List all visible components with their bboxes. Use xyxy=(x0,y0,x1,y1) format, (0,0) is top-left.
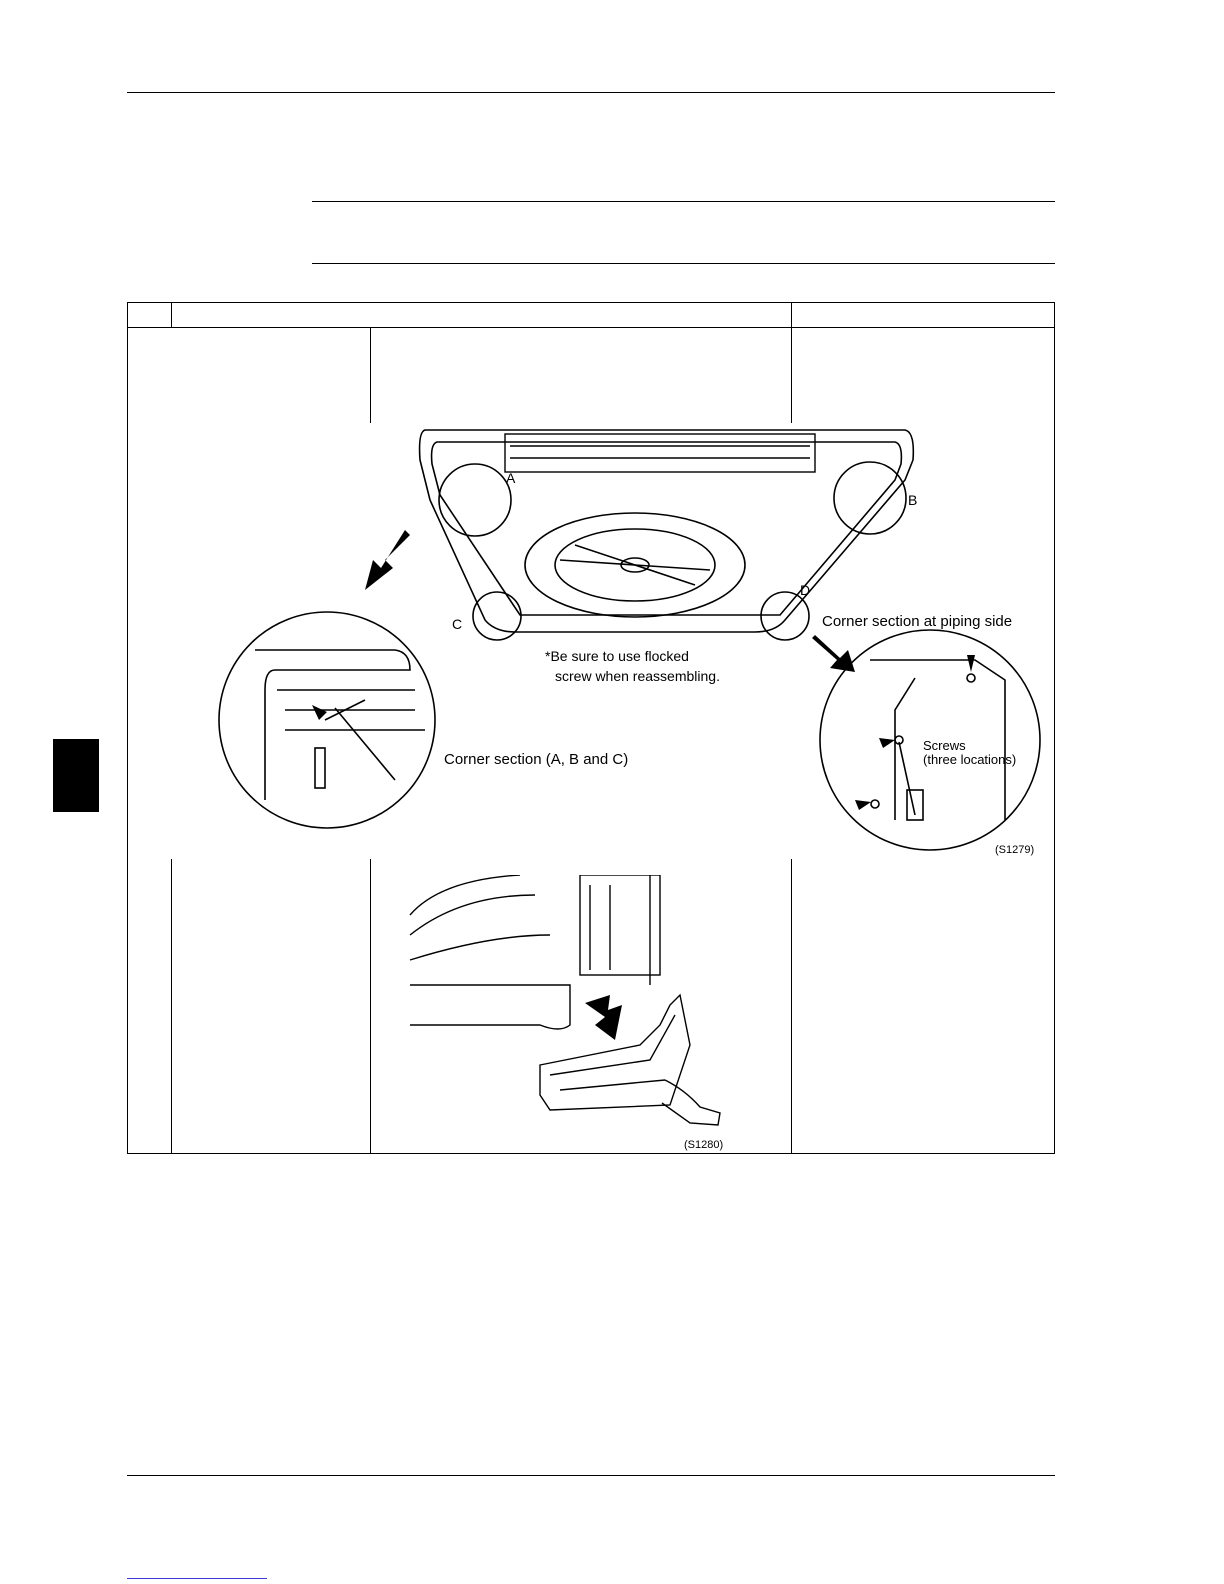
panel-removal-illustration xyxy=(215,420,1055,860)
table-point-col-rule-2 xyxy=(791,859,792,1153)
corner-label-c: C xyxy=(452,616,463,632)
title-rule-top xyxy=(312,201,1055,202)
table-text-col-rule xyxy=(370,327,371,423)
corner-label-d: D xyxy=(800,582,811,598)
table-step-col-rule-2 xyxy=(171,859,172,1153)
figure1-code: (S1279) xyxy=(995,844,1035,856)
footer-link-underline[interactable] xyxy=(127,1578,267,1579)
title-rule-bottom xyxy=(312,263,1055,264)
screw-pointer-top-icon xyxy=(967,655,975,672)
screws-label-line1: Screws xyxy=(923,738,966,753)
header-rule xyxy=(127,92,1055,93)
down-arrow-icon xyxy=(585,995,622,1040)
screw-pointer-mid-icon xyxy=(879,738,895,748)
table-text-col-rule-2 xyxy=(370,859,371,1153)
screws-label-line2: (three locations) xyxy=(923,752,1017,767)
down-right-arrow-icon xyxy=(812,635,855,672)
reassembly-note-line2: screw when reassembling. xyxy=(555,668,720,684)
screw-pointer-left-icon xyxy=(312,705,327,720)
corner-label-a: A xyxy=(506,470,516,486)
corner-abc-caption: Corner section (A, B and C) xyxy=(444,751,629,768)
figure2-code: (S1280) xyxy=(684,1139,724,1151)
corner-label-b: B xyxy=(908,492,918,508)
chapter-tab-marker xyxy=(53,739,99,812)
footer-rule xyxy=(127,1475,1055,1476)
screw-pointer-bottom-icon xyxy=(855,800,871,810)
table-step-col-rule xyxy=(171,303,172,327)
corner-piping-caption: Corner section at piping side xyxy=(822,613,1013,630)
table-header-rule xyxy=(128,327,1054,328)
table-point-col-rule xyxy=(791,303,792,423)
drain-pan-removal-illustration xyxy=(400,875,730,1145)
reassembly-note-line1: *Be sure to use flocked xyxy=(545,648,689,664)
down-left-arrow-icon xyxy=(365,530,410,590)
